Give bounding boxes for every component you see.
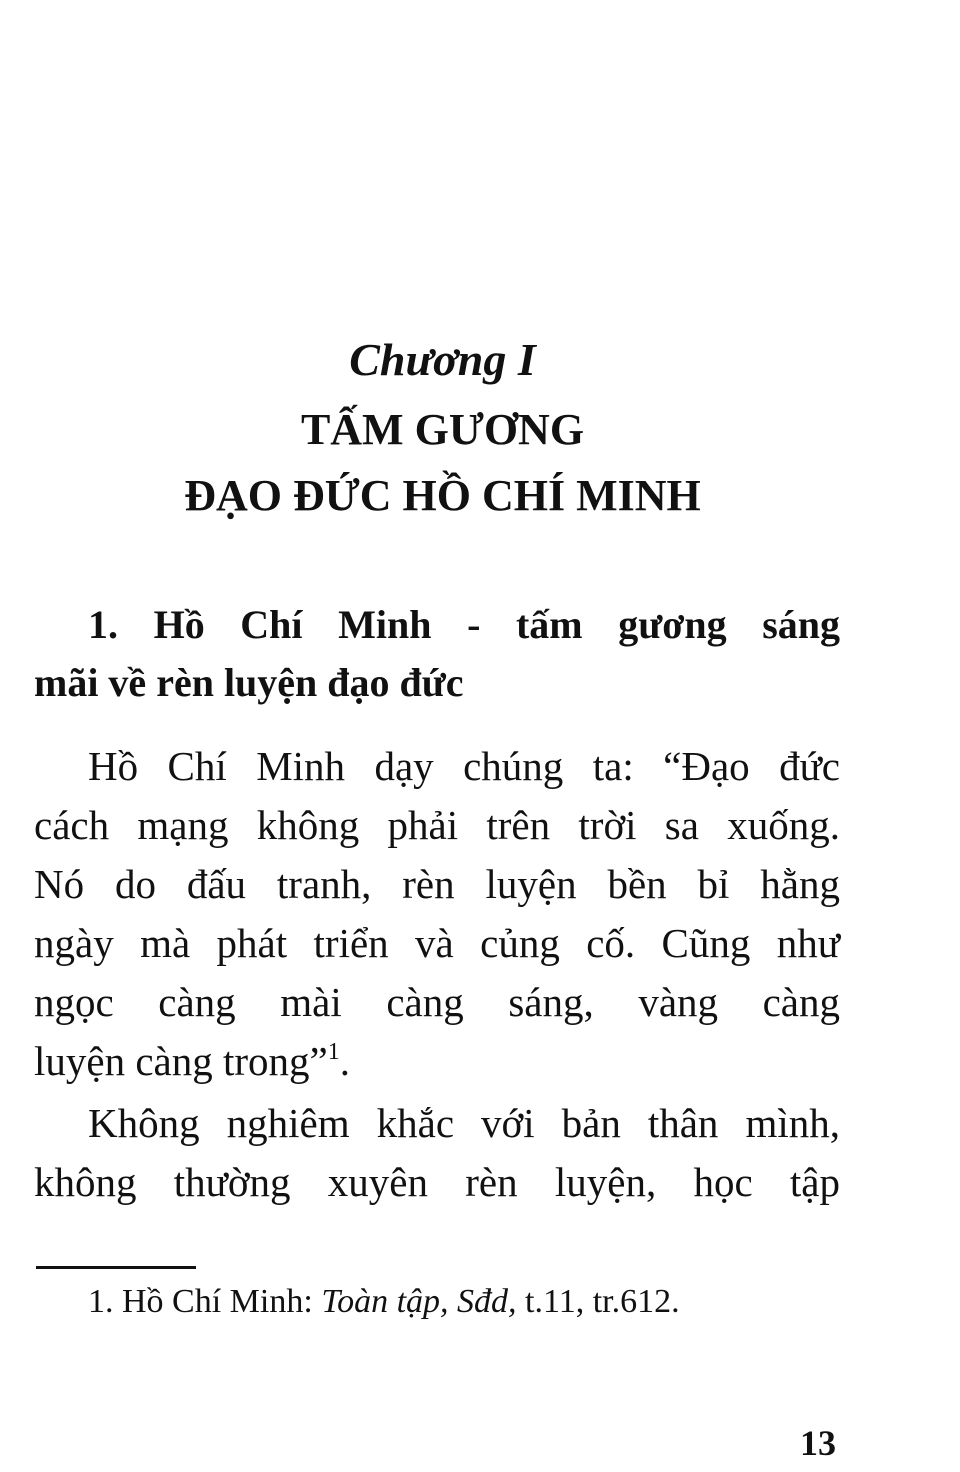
page-number: 13 (800, 1423, 836, 1463)
footnote-work-title: Toàn tập, Sđd, (321, 1283, 517, 1320)
footnote (88, 1280, 680, 1324)
paragraph-line: Không nghiêm khắc với bản thân mình, (88, 1100, 840, 1146)
footnote-prefix: 1. Hồ Chí Minh: (88, 1283, 322, 1320)
section-heading-line-1: 1. Hồ Chí Minh - tấm gương sáng (88, 602, 840, 647)
paragraph-line-text: luyện càng trong” (34, 1038, 328, 1084)
section-heading-line-2: mãi về rèn luyện đạo đức (34, 660, 464, 705)
footnote-suffix: t.11, tr.612. (516, 1283, 680, 1320)
paragraph-2 (34, 1094, 840, 1212)
paragraph-line: cách mạng không phải trên trời sa xuống. (34, 802, 840, 848)
sentence-end: . (339, 1038, 350, 1084)
paragraph-line: Nó do đấu tranh, rèn luyện bền bỉ hằng (34, 861, 840, 907)
footnote-reference: 1 (327, 1039, 340, 1065)
paragraph-line: ngọc càng mài càng sáng, vàng càng (34, 979, 840, 1025)
section-heading (34, 596, 840, 712)
paragraph-last-line (34, 1032, 840, 1091)
chapter-title-line-2: ĐẠO ĐỨC HỒ CHÍ MINH (184, 471, 701, 520)
footnote-divider (36, 1266, 196, 1269)
paragraph-line: không thường xuyên rèn luyện, học tập (34, 1159, 840, 1205)
paragraph-1 (34, 737, 840, 1091)
chapter-title-line-1: TẤM GƯƠNG (300, 405, 585, 454)
paragraph-line: Hồ Chí Minh dạy chúng ta: “Đạo đức (88, 743, 840, 789)
paragraph-line: ngày mà phát triển và củng cố. Cũng như (34, 920, 840, 966)
chapter-label: Chương I (349, 334, 536, 385)
